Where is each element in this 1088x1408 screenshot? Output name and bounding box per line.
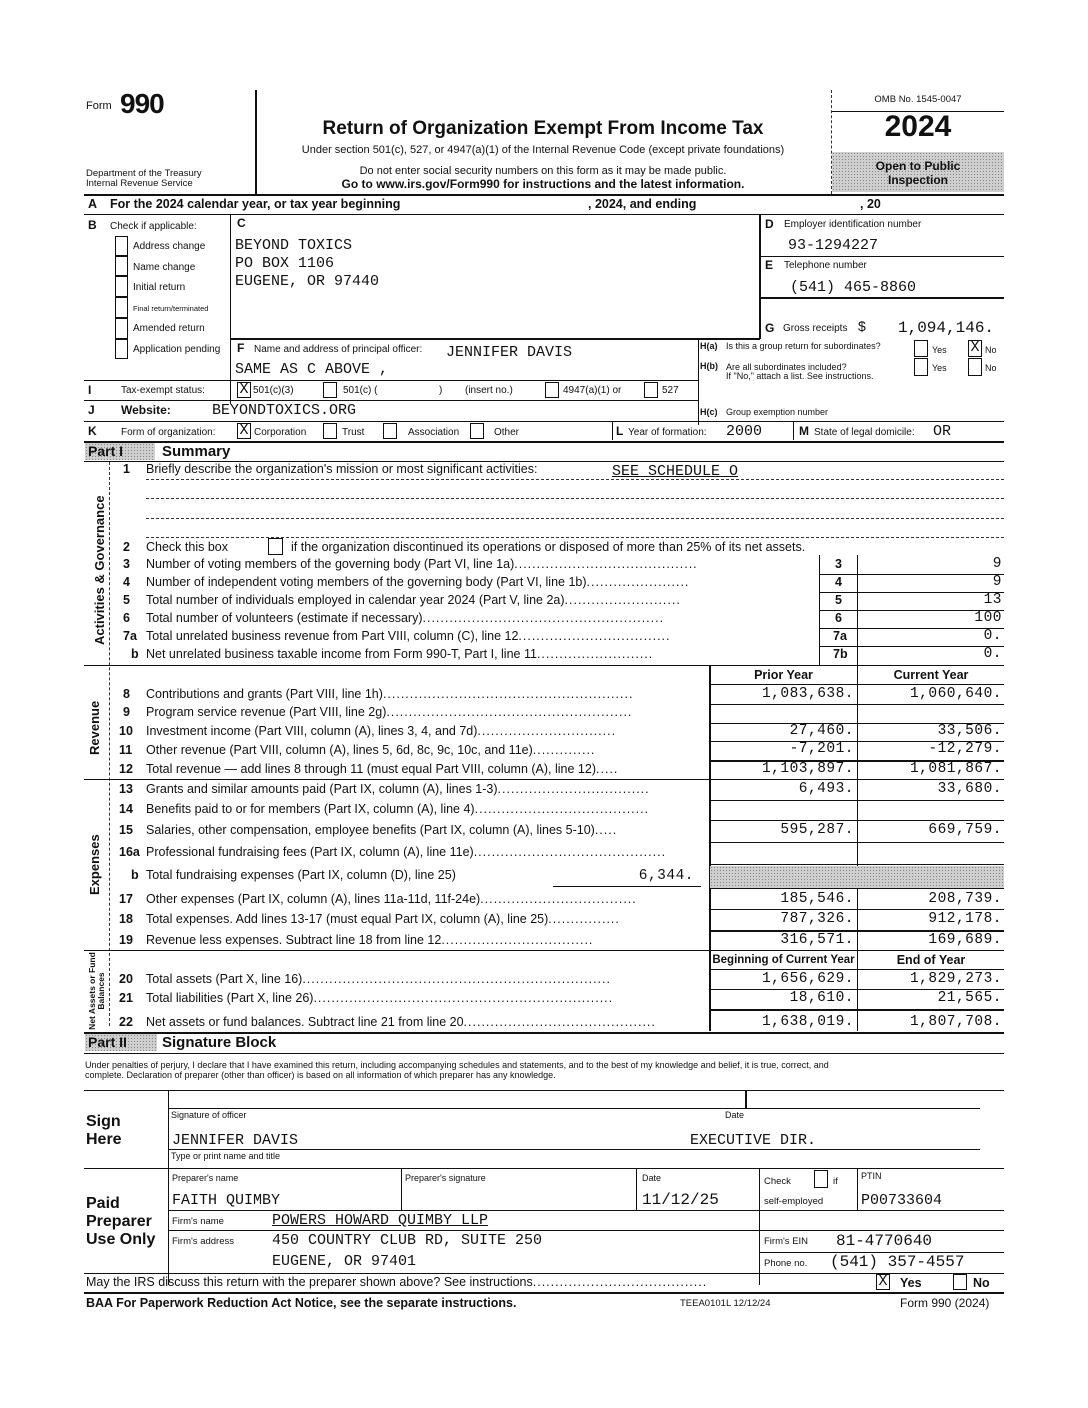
section-f-label: F bbox=[237, 341, 245, 355]
form-of-org-heading: Form of organization: bbox=[121, 427, 216, 438]
corporation-checkbox[interactable]: X bbox=[237, 423, 251, 439]
section-c-label: C bbox=[237, 216, 246, 230]
hc-label: H(c) bbox=[700, 407, 718, 417]
hb-no-label: No bbox=[985, 363, 997, 373]
line4-box: 4 bbox=[835, 575, 842, 589]
section-d-label: D bbox=[765, 217, 774, 231]
line13-text: Grants and similar amounts paid (Part IX, column (A), lines 1-3).................................. bbox=[146, 782, 650, 796]
line18-prior: 787,326. bbox=[780, 911, 854, 927]
principal-officer-heading: Name and address of principal officer: bbox=[254, 344, 423, 355]
line20-num: 20 bbox=[119, 972, 133, 986]
open-to-public-badge bbox=[832, 152, 1004, 192]
line5-box: 5 bbox=[835, 593, 842, 607]
preparer-name-label: Preparer's name bbox=[172, 1173, 239, 1183]
department-line1: Department of the Treasury bbox=[86, 168, 202, 179]
trust-checkbox[interactable] bbox=[323, 423, 337, 439]
sign-label: Sign bbox=[86, 1113, 121, 1130]
line22-end: 1,807,708. bbox=[909, 1014, 1002, 1030]
domicile-value: OR bbox=[933, 423, 952, 440]
line3-text: Number of voting members of the governing body (Part VI, line 1a)......................................... bbox=[146, 557, 698, 571]
application-pending-checkbox[interactable] bbox=[115, 339, 128, 359]
hb-label: H(b) bbox=[700, 361, 718, 371]
line21-end: 21,565. bbox=[937, 990, 1002, 1006]
telephone-heading: Telephone number bbox=[784, 260, 867, 271]
form-prefix: Form bbox=[86, 100, 112, 112]
line-a-text: For the 2024 calendar year, or tax year beginning bbox=[110, 197, 401, 211]
preparer-phone: (541) 357-4557 bbox=[830, 1253, 965, 1271]
section-b-label: B bbox=[88, 218, 97, 232]
line19-current: 169,689. bbox=[928, 932, 1002, 948]
line14-text: Benefits paid to or for members (Part IX, column (A), line 4)....................................... bbox=[146, 802, 650, 816]
expenses-label: Expenses bbox=[87, 834, 102, 895]
part1-tag: Part I bbox=[85, 443, 155, 460]
line-a-mid: , 2024, and ending bbox=[588, 197, 697, 211]
line8-current: 1,060,640. bbox=[909, 686, 1002, 702]
line16b-shaded-cells bbox=[710, 866, 1004, 888]
end-year-header: End of Year bbox=[896, 953, 966, 967]
line5-text: Total number of individuals employed in calendar year 2024 (Part V, line 2a).......................... bbox=[146, 593, 681, 607]
4947-checkbox[interactable] bbox=[545, 382, 559, 398]
line7b-box: 7b bbox=[833, 647, 848, 661]
line6-box: 6 bbox=[835, 611, 842, 625]
line8-num: 8 bbox=[123, 687, 130, 701]
line3-box: 3 bbox=[835, 557, 842, 571]
section-j-label: J bbox=[88, 403, 95, 417]
paperwork-notice: BAA For Paperwork Reduction Act Notice, see the separate instructions. bbox=[86, 1296, 517, 1310]
tax-exempt-heading: Tax-exempt status: bbox=[121, 385, 205, 396]
line2-text-b: if the organization discontinued its operations or disposed of more than 25% of its net assets. bbox=[291, 540, 806, 554]
line3-num: 3 bbox=[123, 557, 130, 571]
line9-num: 9 bbox=[123, 705, 130, 719]
ha-label: H(a) bbox=[700, 341, 718, 351]
firm-name-label: Firm's name bbox=[172, 1216, 224, 1227]
line5-value: 13 bbox=[983, 592, 1002, 608]
amended-return-checkbox[interactable] bbox=[115, 318, 128, 339]
line11-current: -12,279. bbox=[928, 741, 1002, 757]
501c-close: ) bbox=[439, 385, 443, 396]
line20-begin: 1,656,629. bbox=[761, 971, 854, 987]
form-title: Return of Organization Exempt From Income Tax bbox=[322, 118, 764, 139]
principal-officer-address: SAME AS C ABOVE , bbox=[235, 361, 389, 378]
initial-return-checkbox[interactable] bbox=[115, 276, 128, 297]
ptin-value: P00733604 bbox=[861, 1192, 943, 1209]
line16b-text: Total fundraising expenses (Part IX, column (D), line 25) bbox=[146, 868, 456, 882]
ha-no-label: No bbox=[985, 345, 997, 355]
here-label: Here bbox=[86, 1131, 122, 1148]
line13-num: 13 bbox=[119, 782, 133, 796]
line6-value: 100 bbox=[974, 610, 1002, 626]
line19-prior: 316,571. bbox=[780, 932, 854, 948]
line9-text: Program service revenue (Part VIII, line 2g)....................................................... bbox=[146, 705, 633, 719]
line7b-text: Net unrelated business taxable income from Form 990-T, Part I, line 11.......................... bbox=[146, 647, 654, 661]
ein-heading: Employer identification number bbox=[784, 219, 922, 230]
officer-name: JENNIFER DAVIS bbox=[172, 1132, 299, 1149]
section-k-label: K bbox=[88, 424, 97, 438]
part2-tag: Part II bbox=[85, 1034, 157, 1051]
line14-num: 14 bbox=[119, 802, 133, 816]
line7a-num: 7a bbox=[123, 629, 137, 643]
form-reference: Form 990 (2024) bbox=[900, 1296, 990, 1310]
officer-signature-line[interactable] bbox=[168, 1108, 980, 1109]
final-return-checkbox[interactable] bbox=[115, 297, 128, 318]
ein-value: 93-1294227 bbox=[788, 237, 879, 254]
gross-receipts-heading: Gross receipts bbox=[783, 323, 848, 334]
domicile-heading: State of legal domicile: bbox=[814, 427, 915, 438]
ha-no-checkbox[interactable]: X bbox=[968, 340, 982, 357]
preparer-date: 11/12/25 bbox=[642, 1191, 719, 1209]
corporation-label: Corporation bbox=[254, 427, 307, 438]
insert-no-label: (insert no.) bbox=[465, 385, 513, 396]
self-employed-label: self-employed bbox=[764, 1196, 824, 1207]
line13-current: 33,680. bbox=[937, 781, 1002, 797]
check-if-label: if bbox=[833, 1176, 838, 1187]
501c-checkbox[interactable] bbox=[323, 382, 337, 398]
organization-address1: PO BOX 1106 bbox=[235, 255, 335, 272]
line11-text: Other revenue (Part VIII, column (A), lines 5, 6d, 8c, 9c, 10c, and 11e).............. bbox=[146, 743, 596, 757]
association-label: Association bbox=[408, 427, 460, 438]
ha-question: Is this a group return for subordinates? bbox=[726, 341, 881, 351]
amended-return-label: Amended return bbox=[133, 323, 205, 334]
beginning-year-header: Beginning of Current Year bbox=[712, 954, 855, 966]
line15-current: 669,759. bbox=[928, 822, 1002, 838]
association-checkbox[interactable] bbox=[383, 423, 397, 439]
currency-symbol: $ bbox=[858, 318, 866, 334]
form-number: 990 bbox=[120, 88, 164, 119]
discuss-yes-label: Yes bbox=[900, 1276, 922, 1290]
other-label: Other bbox=[494, 427, 520, 438]
year-formation-heading: Year of formation: bbox=[628, 427, 707, 438]
firm-address2: EUGENE, OR 97401 bbox=[272, 1253, 417, 1270]
activities-governance-label: Activities & Governance bbox=[92, 495, 107, 645]
section-m-label: M bbox=[799, 424, 809, 438]
line13-prior: 6,493. bbox=[798, 781, 854, 797]
preparer-signature-field[interactable] bbox=[405, 1183, 635, 1207]
line21-num: 21 bbox=[119, 991, 133, 1005]
line21-begin: 18,610. bbox=[789, 990, 854, 1006]
form-subtitle: Under section 501(c), 527, or 4947(a)(1) of the Internal Revenue Code (except private foundations) bbox=[301, 144, 785, 156]
line7a-box: 7a bbox=[833, 629, 847, 643]
line7a-text: Total unrelated business revenue from Part VIII, column (C), line 12.................................. bbox=[146, 629, 671, 643]
perjury-line1: Under penalties of perjury, I declare that I have examined this return, including accompanying schedules and statements, and to the best of my knowledge and belief, it is true, correct, and bbox=[85, 1060, 829, 1070]
website-heading: Website: bbox=[121, 403, 171, 417]
line2-text-a: Check this box bbox=[146, 540, 228, 554]
preparer-signature-label: Preparer's signature bbox=[405, 1173, 486, 1183]
principal-officer-name: JENNIFER DAVIS bbox=[446, 344, 573, 361]
line18-num: 18 bbox=[119, 912, 133, 926]
form-code: TEEA0101L 12/12/24 bbox=[680, 1298, 771, 1309]
line22-text: Net assets or fund balances. Subtract line 21 from line 20........................................... bbox=[146, 1015, 656, 1029]
hb-yes-label: Yes bbox=[932, 363, 947, 373]
omb-number: OMB No. 1545-0047 bbox=[874, 94, 962, 105]
line18-text: Total expenses. Add lines 13-17 (must equal Part IX, column (A), line 25)................ bbox=[146, 912, 620, 926]
firm-ein: 81-4770640 bbox=[836, 1232, 933, 1250]
section-e-label: E bbox=[765, 258, 774, 272]
line17-current: 208,739. bbox=[928, 891, 1002, 907]
ha-yes-label: Yes bbox=[932, 345, 947, 355]
gross-receipts-value: 1,094,146. bbox=[898, 319, 995, 337]
line15-text: Salaries, other compensation, employee benefits (Part IX, column (A), lines 5-10)..... bbox=[146, 823, 618, 837]
527-label: 527 bbox=[662, 385, 679, 396]
line7b-value: 0. bbox=[983, 646, 1002, 662]
preparer-date-label: Date bbox=[642, 1173, 662, 1183]
501c3-checkbox[interactable]: X bbox=[237, 382, 251, 398]
firm-name: POWERS HOWARD QUIMBY LLP bbox=[272, 1212, 489, 1229]
signature-officer-label: Signature of officer bbox=[171, 1110, 247, 1120]
line3-value: 9 bbox=[992, 556, 1002, 572]
527-checkbox[interactable] bbox=[644, 382, 658, 398]
preparer-label: Preparer bbox=[86, 1213, 152, 1230]
current-year-header: Current Year bbox=[893, 668, 969, 682]
final-return-label: Final return/terminated bbox=[133, 304, 209, 313]
line22-begin: 1,638,019. bbox=[761, 1014, 854, 1030]
line1-num: 1 bbox=[123, 462, 130, 476]
line15-prior: 595,287. bbox=[780, 822, 854, 838]
check-label: Check bbox=[764, 1176, 791, 1187]
part2-title: Signature Block bbox=[162, 1034, 277, 1051]
part1-title: Summary bbox=[162, 443, 231, 460]
officer-title: EXECUTIVE DIR. bbox=[690, 1132, 817, 1149]
phone-label: Phone no. bbox=[764, 1258, 808, 1269]
line10-prior: 27,460. bbox=[789, 723, 854, 739]
line12-num: 12 bbox=[119, 762, 133, 776]
preparer-name: FAITH QUIMBY bbox=[172, 1192, 281, 1209]
line10-num: 10 bbox=[119, 724, 133, 738]
name-change-label: Name change bbox=[133, 262, 196, 273]
line7a-value: 0. bbox=[983, 628, 1002, 644]
telephone-value: (541) 465-8860 bbox=[790, 279, 917, 296]
line17-text: Other expenses (Part IX, column (A), lines 11a-11d, 11f-24e)................................... bbox=[146, 892, 637, 906]
line12-text: Total revenue — add lines 8 through 11 (must equal Part VIII, column (A), line 12)..... bbox=[146, 762, 619, 776]
other-checkbox[interactable] bbox=[470, 423, 484, 439]
line20-text: Total assets (Part X, line 16)..................................................................... bbox=[146, 972, 611, 986]
section-g-label: G bbox=[765, 321, 775, 335]
net-assets-label: Net Assets or Fund Balances bbox=[87, 952, 106, 1030]
501c3-label: 501(c)(3) bbox=[253, 385, 294, 396]
ha-yes-checkbox[interactable] bbox=[914, 340, 928, 357]
501c-label: 501(c) ( bbox=[343, 385, 378, 396]
line6-text: Total number of volunteers (estimate if necessary)...................................................... bbox=[146, 611, 665, 625]
discuss-no-label: No bbox=[973, 1276, 990, 1290]
initial-return-label: Initial return bbox=[133, 282, 186, 293]
tax-year: 2024 bbox=[884, 110, 952, 143]
line16a-text: Professional fundraising fees (Part IX, column (A), line 11e)........................................... bbox=[146, 845, 667, 859]
website-value[interactable]: BEYONDTOXICS.ORG bbox=[212, 402, 357, 419]
mission-value: SEE SCHEDULE O bbox=[612, 463, 739, 480]
open-to-public-line2: Inspection bbox=[887, 173, 948, 187]
perjury-line2: complete. Declaration of preparer (other than officer) is based on all information of which preparer has any knowledge. bbox=[85, 1070, 556, 1080]
line17-prior: 185,546. bbox=[780, 891, 854, 907]
line11-prior: -7,201. bbox=[789, 741, 854, 757]
line4-num: 4 bbox=[123, 575, 130, 589]
line21-text: Total liabilities (Part X, line 26)................................................................... bbox=[146, 991, 614, 1005]
line18-current: 912,178. bbox=[928, 911, 1002, 927]
hc-text: Group exemption number bbox=[726, 407, 829, 417]
line-a-label: A bbox=[88, 197, 98, 211]
firm-address1: 450 COUNTRY CLUB RD, SUITE 250 bbox=[272, 1232, 543, 1249]
address-change-checkbox[interactable] bbox=[115, 236, 128, 256]
line5-num: 5 bbox=[123, 593, 130, 607]
line4-value: 9 bbox=[992, 574, 1002, 590]
line-a-end: , 20 bbox=[860, 197, 881, 211]
line12-current: 1,081,867. bbox=[909, 761, 1002, 777]
signature-date-label: Date bbox=[725, 1110, 745, 1120]
prior-year-header: Prior Year bbox=[754, 668, 813, 682]
year-formation-value: 2000 bbox=[726, 423, 763, 440]
line10-text: Investment income (Part VIII, column (A), lines 3, 4, and 7d)............................... bbox=[146, 724, 617, 738]
line12-prior: 1,103,897. bbox=[761, 761, 854, 777]
line19-text: Revenue less expenses. Subtract line 18 from line 12.................................. bbox=[146, 933, 594, 947]
hb-question: Are all subordinates included? bbox=[726, 362, 847, 372]
section-b-heading: Check if applicable: bbox=[110, 221, 197, 232]
self-employed-checkbox[interactable] bbox=[814, 1170, 828, 1188]
line10-current: 33,506. bbox=[937, 723, 1002, 739]
ssn-notice: Do not enter social security numbers on this form as it may be made public. bbox=[359, 165, 727, 177]
line2-num: 2 bbox=[123, 540, 130, 554]
ptin-label: PTIN bbox=[861, 1171, 882, 1181]
line20-end: 1,829,273. bbox=[909, 971, 1002, 987]
organization-name: BEYOND TOXICS bbox=[235, 237, 353, 254]
organization-address2: EUGENE, OR 97440 bbox=[235, 273, 380, 290]
section-l-label: L bbox=[616, 424, 624, 438]
4947-label: 4947(a)(1) or bbox=[563, 385, 622, 396]
line8-text: Contributions and grants (Part VIII, line 1h)........................................................ bbox=[146, 687, 634, 701]
discuss-no-checkbox[interactable] bbox=[953, 1274, 967, 1290]
hb-yes-checkbox[interactable] bbox=[914, 358, 928, 376]
trust-label: Trust bbox=[342, 427, 365, 438]
line4-text: Number of independent voting members of the governing body (Part VI, line 1b)....................... bbox=[146, 575, 690, 589]
section-i-label: I bbox=[88, 383, 92, 397]
name-change-checkbox[interactable] bbox=[115, 256, 128, 276]
open-to-public-line1: Open to Public bbox=[875, 159, 961, 173]
department-line2: Internal Revenue Service bbox=[86, 178, 193, 189]
line6-num: 6 bbox=[123, 611, 130, 625]
line15-num: 15 bbox=[119, 823, 133, 837]
line16a-num: 16a bbox=[119, 845, 140, 859]
discontinued-checkbox[interactable] bbox=[268, 538, 283, 555]
hb-note: If "No," attach a list. See instructions. bbox=[726, 371, 874, 381]
line8-prior: 1,083,638. bbox=[761, 686, 854, 702]
firm-address-label: Firm's address bbox=[172, 1236, 234, 1247]
line7b-num: b bbox=[131, 647, 139, 661]
revenue-label: Revenue bbox=[87, 700, 102, 755]
line19-num: 19 bbox=[119, 933, 133, 947]
paid-label: Paid bbox=[86, 1195, 120, 1212]
line16b-value: 6,344. bbox=[638, 868, 694, 884]
use-only-label: Use Only bbox=[86, 1231, 156, 1248]
line22-num: 22 bbox=[119, 1015, 133, 1029]
line1-text: Briefly describe the organization's mission or most significant activities: bbox=[146, 462, 538, 476]
line17-num: 17 bbox=[119, 892, 133, 906]
name-title-label: Type or print name and title bbox=[171, 1151, 281, 1161]
application-pending-label: Application pending bbox=[133, 344, 221, 355]
instructions-link[interactable]: Go to www.irs.gov/Form990 for instructions and the latest information. bbox=[341, 177, 745, 191]
discuss-yes-checkbox[interactable]: X bbox=[876, 1274, 890, 1290]
address-change-label: Address change bbox=[133, 241, 206, 252]
hb-no-checkbox[interactable] bbox=[968, 358, 982, 376]
line11-num: 11 bbox=[119, 743, 133, 757]
firm-ein-label: Firm's EIN bbox=[764, 1236, 809, 1247]
line16b-num: b bbox=[131, 868, 139, 882]
irs-discuss-text: May the IRS discuss this return with the preparer shown above? See instructions....................................... bbox=[86, 1275, 708, 1289]
